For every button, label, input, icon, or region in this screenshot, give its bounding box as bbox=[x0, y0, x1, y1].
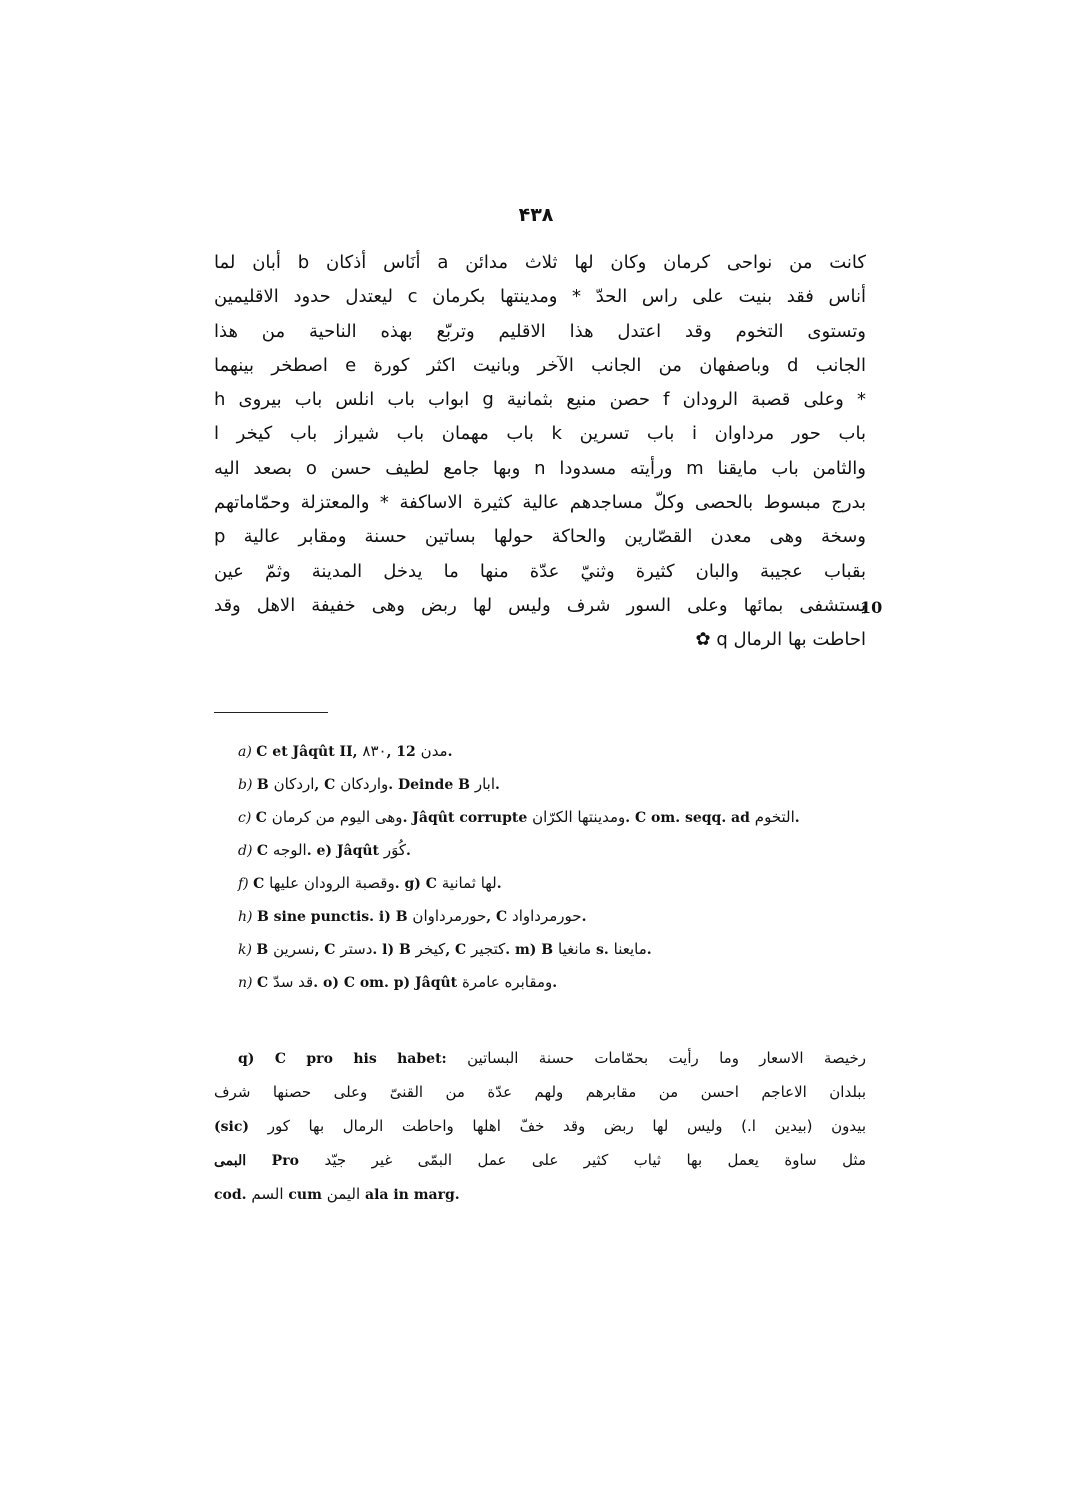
footnote-text: . bbox=[447, 744, 453, 760]
footnote-text: . e) Jâqût bbox=[306, 843, 384, 859]
footnotes bbox=[214, 735, 866, 999]
footnote-line bbox=[214, 933, 866, 966]
main-text-line: كانت من نواحى كرمان وكان لها ثلاث مدائن a أنَاس أذكان b أبان لما bbox=[214, 252, 866, 273]
footnote-divider bbox=[214, 712, 328, 713]
page-number: ۴۳۸ bbox=[518, 204, 554, 226]
footnote-text: . bbox=[646, 942, 652, 958]
footnote-text: . m) B bbox=[505, 942, 559, 958]
footnote-text: . bbox=[496, 876, 502, 892]
footnote-arabic-text: لها ثمانية bbox=[441, 874, 497, 892]
footnote-letter: a) bbox=[238, 744, 257, 760]
footnote-q-line bbox=[214, 1109, 866, 1143]
footnote-arabic-text: السم bbox=[251, 1185, 284, 1203]
footnote-arabic-text: دستر bbox=[340, 940, 373, 958]
main-text-block bbox=[214, 246, 866, 658]
footnote-q-line bbox=[214, 1143, 866, 1177]
footnote-arabic-text: حورمرداوان bbox=[412, 907, 487, 925]
footnote-arabic-text: بيدون (بيدين l.) وليس لها ربض وقد خفّ اهلها واحاطت الرمال بها كور bbox=[267, 1117, 866, 1135]
footnote-arabic-text: مثل ساوة يعمل بها ثياب كثير على عمل البمّى غير جيّد bbox=[324, 1151, 866, 1169]
footnote-arabic-text: ۸۳۰ bbox=[362, 742, 387, 760]
footnote-text: C bbox=[256, 975, 273, 991]
main-text-line: * وعلى قصبة الرودان f حصن منيع بثمانية g ابواب باب انلس باب بيروى h bbox=[214, 389, 866, 411]
footnote-arabic-text: واردكان bbox=[340, 775, 389, 793]
footnote-q-line bbox=[214, 1075, 866, 1109]
footnote-text: in marg. bbox=[388, 1187, 460, 1203]
footnote-letter: b) bbox=[238, 777, 257, 793]
footnote-line bbox=[214, 735, 866, 768]
footnote-letter: h) bbox=[238, 909, 257, 925]
main-text-line: أناس فقد بنيت على راس الحدّ * ومدينتها بكرمان c ليعتدل حدود الاقليمين bbox=[214, 286, 866, 308]
footnote-text: C bbox=[256, 843, 273, 859]
footnote-arabic-text: كيخر bbox=[415, 940, 446, 958]
footnote-line bbox=[214, 900, 866, 933]
footnote-text: C et Jâqût II, bbox=[256, 744, 363, 760]
footnote-arabic-text: كتجير bbox=[471, 940, 506, 958]
footnote-text: . Jâqût corrupte bbox=[402, 810, 533, 826]
footnote-text: . bbox=[552, 975, 558, 991]
footnote-letter: n) bbox=[238, 975, 257, 991]
footnote-letter: k) bbox=[238, 942, 257, 958]
footnote-arabic-text: مدن bbox=[420, 742, 448, 760]
footnote-arabic-text: اردكان bbox=[273, 775, 315, 793]
footnote-arabic-text: مانغيا bbox=[558, 940, 592, 958]
footnote-arabic-text: رخيصة الاسعار وما رأيت بحمّامات حسنة البساتين bbox=[467, 1049, 866, 1067]
footnote-line bbox=[214, 834, 866, 867]
footnote-arabic-text: ابار bbox=[474, 775, 495, 793]
footnote-text: . Deinde B bbox=[388, 777, 475, 793]
footnote-text: B sine punctis. i) B bbox=[256, 909, 413, 925]
footnote-arabic-text: الوجه bbox=[272, 841, 307, 859]
main-text-line: والثامن باب مايقنا m ورأيته مسدودا n وبها جامع لطيف حسن o بصعد اليه bbox=[214, 457, 866, 479]
footnote-text: B bbox=[256, 777, 274, 793]
footnote-arabic-text: ومدينتها الكرّان bbox=[532, 808, 626, 826]
footnote-text: . C om. seqq. ad bbox=[625, 810, 755, 826]
footnote-text: , C bbox=[445, 942, 472, 958]
footnote-text: cod. bbox=[214, 1187, 252, 1203]
footnote-arabic-text: كُوَر bbox=[383, 841, 407, 859]
main-text-line-last: احاطت بها الرمال q ✿ bbox=[695, 629, 866, 651]
footnote-text: , 12 bbox=[386, 744, 421, 760]
footnote-letter: c) bbox=[238, 810, 256, 826]
footnote-arabic-text: قد سدّ bbox=[272, 973, 314, 991]
footnote-arabic-text: مايعنا bbox=[613, 940, 647, 958]
footnote-text: . l) B bbox=[372, 942, 416, 958]
footnote-text: . bbox=[581, 909, 587, 925]
footnote-text: . bbox=[794, 810, 800, 826]
footnote-text: cum bbox=[283, 1187, 327, 1203]
footnote-text: . g) C bbox=[394, 876, 442, 892]
footnote-text: C bbox=[255, 810, 272, 826]
main-text-line: وتستوى التخوم وقد اعتدل هذا الاقليم وتربّع بهذه الناحية من هذا bbox=[214, 320, 866, 342]
footnote-text: , C bbox=[486, 909, 513, 925]
footnote-line bbox=[214, 867, 866, 900]
footnote-text: ala bbox=[365, 1187, 389, 1203]
footnote-text: . bbox=[494, 777, 500, 793]
line-number-marker: 10 bbox=[860, 598, 883, 617]
main-text-line: بدرج مبسوط بالحصى وكلّ مساجدهم عالية كثيرة الاساكفة * والمعتزلة وحمّاماتهم bbox=[214, 492, 866, 514]
footnote-q-line bbox=[214, 1041, 866, 1075]
footnote-arabic-text: ومقابره عامرة bbox=[462, 973, 553, 991]
footnote-text: (sic) bbox=[214, 1119, 268, 1135]
footnote-arabic-text: وقصبة الرودان عليها bbox=[269, 874, 395, 892]
main-text-line: باب حور مرداوان i باب تسرين k باب مهمان باب شيراز باب كيخر l bbox=[214, 423, 866, 445]
footnote-arabic-text: التخوم bbox=[754, 808, 795, 826]
footnote-arabic-text: وهى اليوم من كرمان bbox=[271, 808, 403, 826]
footnote-text: C bbox=[253, 876, 270, 892]
footnote-text: B bbox=[256, 942, 274, 958]
footnote-text: , C bbox=[314, 942, 341, 958]
footnote-text: . bbox=[406, 843, 411, 859]
footnote-text: q) C pro his habet: bbox=[238, 1051, 468, 1067]
main-text-line: بقباب عجيبة والبان كثيرة وثنيّ عدّة منها ما يدخل المدينة وثمّ عين bbox=[214, 560, 866, 582]
footnote-letter: d) bbox=[238, 843, 257, 859]
footnote-text: البمى Pro bbox=[214, 1153, 325, 1169]
footnote-arabic-text: ببلدان الاعاجم احسن من مقابرهم ولهم عدّة من القنىّ وعلى حصنها شرف bbox=[214, 1083, 866, 1101]
footnote-line bbox=[214, 801, 866, 834]
footnote-arabic-text: حورمرداواد bbox=[512, 907, 582, 925]
footnote-arabic-text: نسرين bbox=[273, 940, 315, 958]
footnote-text: , C bbox=[314, 777, 341, 793]
main-text-line: وسخة وهى معدن القصّارين والحاكة حولها بساتين حسنة ومقابر عالية p bbox=[214, 526, 866, 548]
main-text-line: الجانب d وباصفهان من الجانب الآخر وبانيت اكثر كورة e اصطخر بينهما bbox=[214, 354, 866, 376]
footnote-line bbox=[214, 768, 866, 801]
main-text-line: يستشفى بمائها وعلى السور شرف وليس لها ربض وهى خفيفة الاهل وقد bbox=[214, 594, 866, 616]
footnote-q-line bbox=[214, 1177, 866, 1211]
footnote-letter: f) bbox=[238, 876, 254, 892]
footnote-q bbox=[214, 1041, 866, 1211]
footnote-arabic-text: اليمن bbox=[326, 1185, 361, 1203]
footnote-text: . o) C om. p) Jâqût bbox=[313, 975, 463, 991]
footnote-line bbox=[214, 966, 866, 999]
footnote-text: s. bbox=[591, 942, 614, 958]
